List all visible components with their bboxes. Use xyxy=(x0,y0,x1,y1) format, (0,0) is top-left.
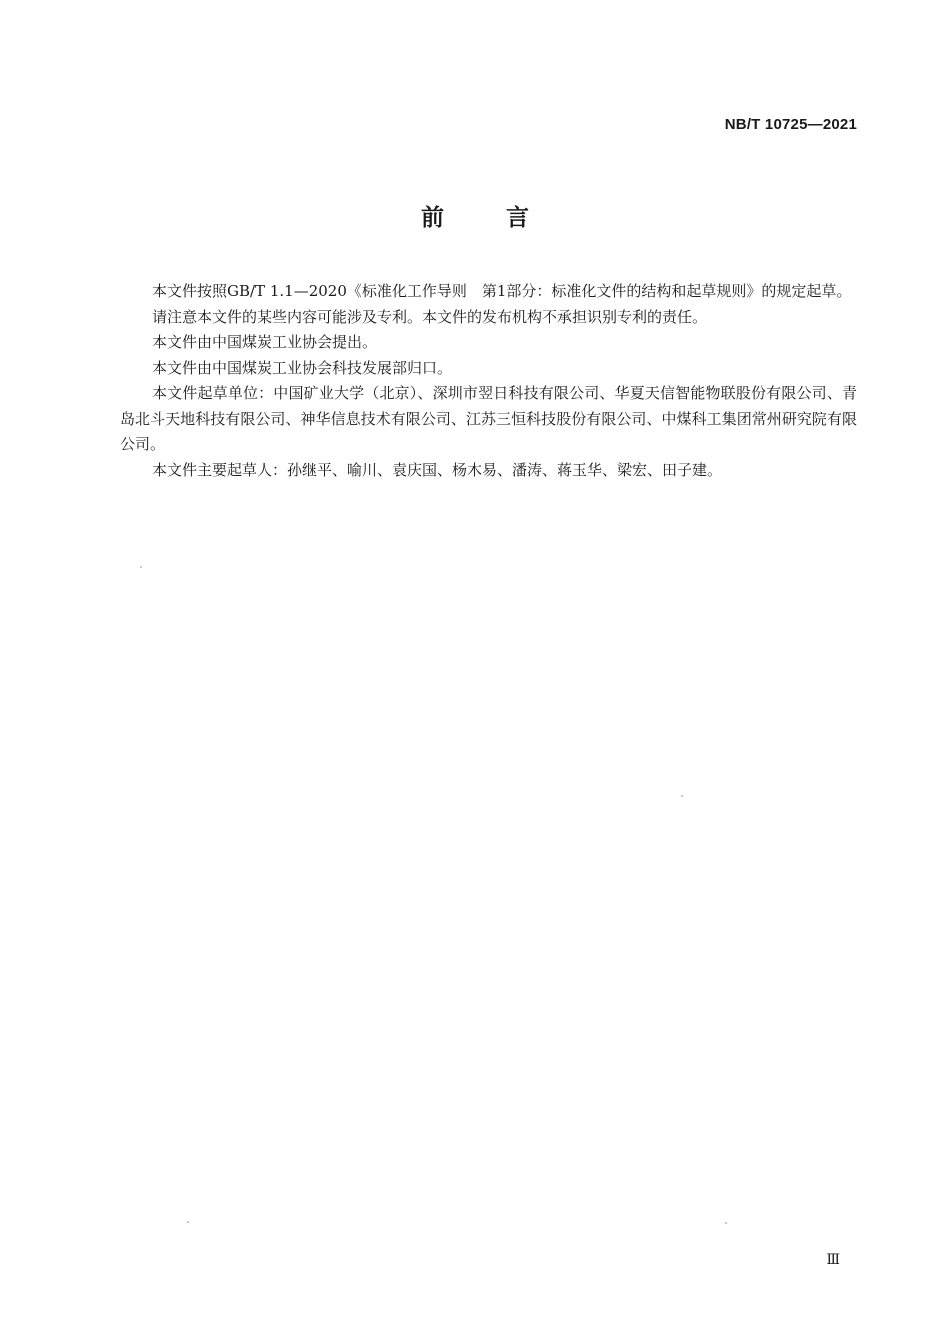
paragraph-patent-notice: 请注意本文件的某些内容可能涉及专利。本文件的发布机构不承担识别专利的责任。 xyxy=(152,307,708,326)
scan-speck xyxy=(187,1221,189,1223)
page-number: Ⅲ xyxy=(826,1252,840,1268)
standard-code: NB/T 10725—2021 xyxy=(724,116,857,133)
scan-speck xyxy=(681,795,683,797)
scan-speck xyxy=(140,566,142,568)
scan-speck xyxy=(725,1222,727,1224)
paragraph-drafting-basis: 本文件按照GB/T 1.1—2020《标准化工作导则 第1部分：标准化文件的结构和起草规则》的规定起草。 xyxy=(152,282,852,300)
page-title: 前言 xyxy=(421,205,591,231)
paragraph-proposer: 本文件由中国煤炭工业协会提出。 xyxy=(152,333,378,351)
foreword-body xyxy=(120,279,857,483)
paragraph-administrator: 本文件由中国煤炭工业协会科技发展部归口。 xyxy=(152,358,453,377)
paragraph-drafters: 本文件主要起草人：孙继平、喻川、袁庆国、杨木易、潘涛、蒋玉华、梁宏、田子建。 xyxy=(152,460,723,479)
paragraph-drafting-units: 本文件起草单位：中国矿业大学（北京）、深圳市翌日科技有限公司、华夏天信智能物联股份有限公司、青岛北斗天地科技有限公司、神华信息技术有限公司、江苏三恒科技股份有限公司、中煤科工集团常州研究院有限公司。 xyxy=(120,384,857,453)
